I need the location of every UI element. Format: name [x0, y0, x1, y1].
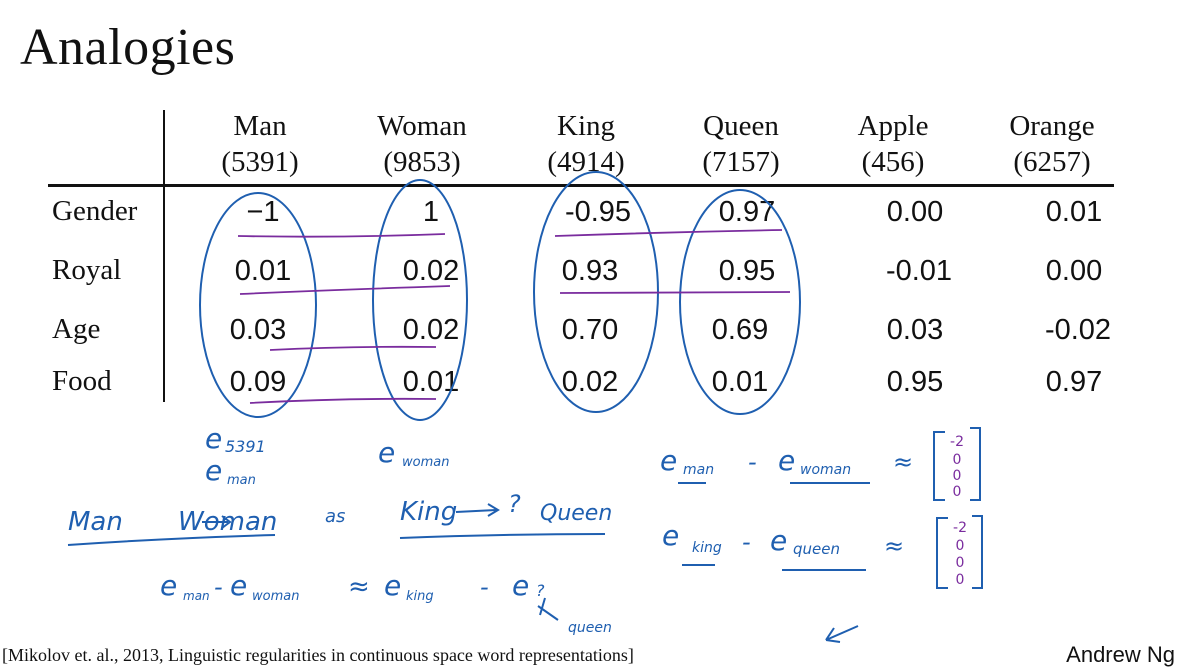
- hw-e-woman-sub: woman: [402, 455, 450, 470]
- hw-eq1-sub1: man: [183, 589, 210, 603]
- table-cell: 0.02: [402, 255, 460, 287]
- author-name: Andrew Ng: [1066, 642, 1175, 667]
- hw-diff2-sub2: queen: [793, 540, 840, 558]
- ellipse-man-column: [200, 193, 316, 417]
- table-cell: 0.95: [886, 366, 944, 398]
- column-word: Apple: [857, 110, 929, 142]
- column-index: (6257): [1013, 146, 1091, 178]
- arrow-king-queen: [456, 504, 498, 516]
- column-word: Queen: [703, 110, 779, 142]
- hw-diff2-minus: -: [742, 528, 751, 556]
- hw-eq1-e4: e: [512, 569, 530, 602]
- table-cell: 0.09: [229, 366, 287, 398]
- hw-eq1-e2: e: [230, 569, 248, 602]
- table-cell: 0.97: [1045, 366, 1103, 398]
- column-index: (4914): [547, 146, 625, 178]
- slide-title: Analogies: [20, 19, 236, 76]
- table-cell: 0.00: [1045, 255, 1103, 287]
- table-cell: 0.01: [1045, 196, 1103, 228]
- hw-diff1-minus: -: [748, 448, 757, 476]
- column-index: (7157): [702, 146, 780, 178]
- hw-eq1-e1: e: [160, 569, 178, 602]
- bracket-left-vec2: [937, 518, 948, 588]
- hw-e-man-sub: man: [227, 473, 256, 488]
- underline-king-queen: [400, 534, 605, 538]
- vec1-entry: 0: [952, 468, 962, 484]
- underline-gender: [238, 234, 445, 237]
- ellipse-woman-column: [373, 180, 467, 420]
- hw-e-woman: e: [378, 436, 396, 469]
- hw-diff2-e1: e: [662, 519, 680, 552]
- table-cell: -0.02: [1044, 314, 1112, 346]
- hw-eq1-e3: e: [384, 569, 402, 602]
- table-cell: 0.00: [886, 196, 944, 228]
- hw-eq1-sub2: woman: [252, 589, 300, 604]
- vec1-entry: 0: [952, 452, 962, 468]
- table-cell: 0.03: [886, 314, 944, 346]
- column-word: Woman: [377, 110, 467, 142]
- underline-royal: [240, 286, 450, 294]
- table-cell: 0.01: [711, 366, 769, 398]
- column-word: Man: [233, 110, 287, 142]
- row-label-gender: Gender: [52, 195, 138, 227]
- hw-diff2-e2: e: [770, 524, 788, 557]
- table-cell: 0.69: [711, 314, 769, 346]
- hw-diff1-e2: e: [778, 444, 796, 477]
- bracket-right-vec2: [972, 516, 982, 588]
- row-label-age: Age: [52, 313, 101, 345]
- hw-woman: Woman: [178, 507, 278, 537]
- hw-man: Man: [68, 507, 123, 537]
- hw-e-man: e: [205, 454, 223, 487]
- table-cell: 0.93: [561, 255, 619, 287]
- hw-eq1-approx: ≈: [348, 572, 370, 602]
- table-cell: -0.01: [885, 255, 953, 287]
- vec2-entry: -2: [953, 520, 967, 536]
- hw-diff1-e1: e: [660, 444, 678, 477]
- underline-age: [270, 347, 436, 350]
- hw-diff1-sub2: woman: [800, 462, 852, 478]
- hw-question: ?: [508, 490, 521, 518]
- hw-e-5391-sub: 5391: [225, 437, 266, 456]
- hw-as: as: [325, 506, 346, 527]
- table-cell: 0.02: [402, 314, 460, 346]
- hw-e-5391: e: [205, 422, 223, 455]
- table-cell: 0.03: [229, 314, 287, 346]
- vec1-entry: 0: [952, 484, 962, 500]
- table-cell: -0.95: [564, 196, 632, 228]
- hw-eq1-minus2: -: [480, 573, 489, 601]
- hw-queen: Queen: [540, 501, 613, 526]
- underline-gender-royal: [555, 230, 782, 236]
- hw-diff2-sub1: king: [692, 540, 722, 556]
- column-index: (9853): [383, 146, 461, 178]
- hw-eq1-queen-note: queen: [568, 620, 612, 636]
- column-word: Orange: [1009, 110, 1095, 142]
- table-cell: 0.95: [718, 255, 776, 287]
- underline-food: [250, 399, 436, 403]
- arrow-citation: [826, 626, 858, 642]
- column-word: King: [557, 110, 615, 142]
- column-index: (5391): [221, 146, 299, 178]
- arrow-queen-note: [538, 598, 558, 620]
- hw-eq1-q: ?: [536, 581, 545, 600]
- table-cell: 0.97: [718, 196, 776, 228]
- hw-diff2-approx: ≈: [884, 532, 905, 560]
- hw-diff1-approx: ≈: [893, 448, 914, 476]
- vec2-entry: 0: [955, 555, 965, 571]
- hw-eq1-sub3: king: [406, 589, 434, 604]
- vec2-entry: 0: [955, 572, 965, 588]
- hw-eq1-minus1: -: [214, 573, 223, 601]
- table-cell: 0.70: [561, 314, 619, 346]
- hw-diff1-sub1: man: [683, 462, 715, 478]
- hw-king: King: [400, 497, 458, 527]
- table-cell: 0.01: [234, 255, 292, 287]
- table-cell: 1: [422, 196, 440, 228]
- bracket-left-vec1: [934, 432, 945, 500]
- column-index: (456): [861, 146, 925, 178]
- row-label-food: Food: [52, 365, 112, 397]
- vec2-entry: 0: [955, 538, 965, 554]
- table-cell: 0.02: [561, 366, 619, 398]
- bracket-right-vec1: [970, 428, 980, 500]
- ellipse-queen-column: [680, 190, 800, 414]
- citation: [Mikolov et. al., 2013, Linguistic regularities in continuous space word representations]: [2, 645, 634, 665]
- row-label-royal: Royal: [52, 254, 122, 286]
- underline-royal-queen: [560, 292, 790, 293]
- table-cell: −1: [246, 196, 280, 228]
- vec1-entry: -2: [950, 434, 964, 450]
- table-cell: 0.01: [402, 366, 460, 398]
